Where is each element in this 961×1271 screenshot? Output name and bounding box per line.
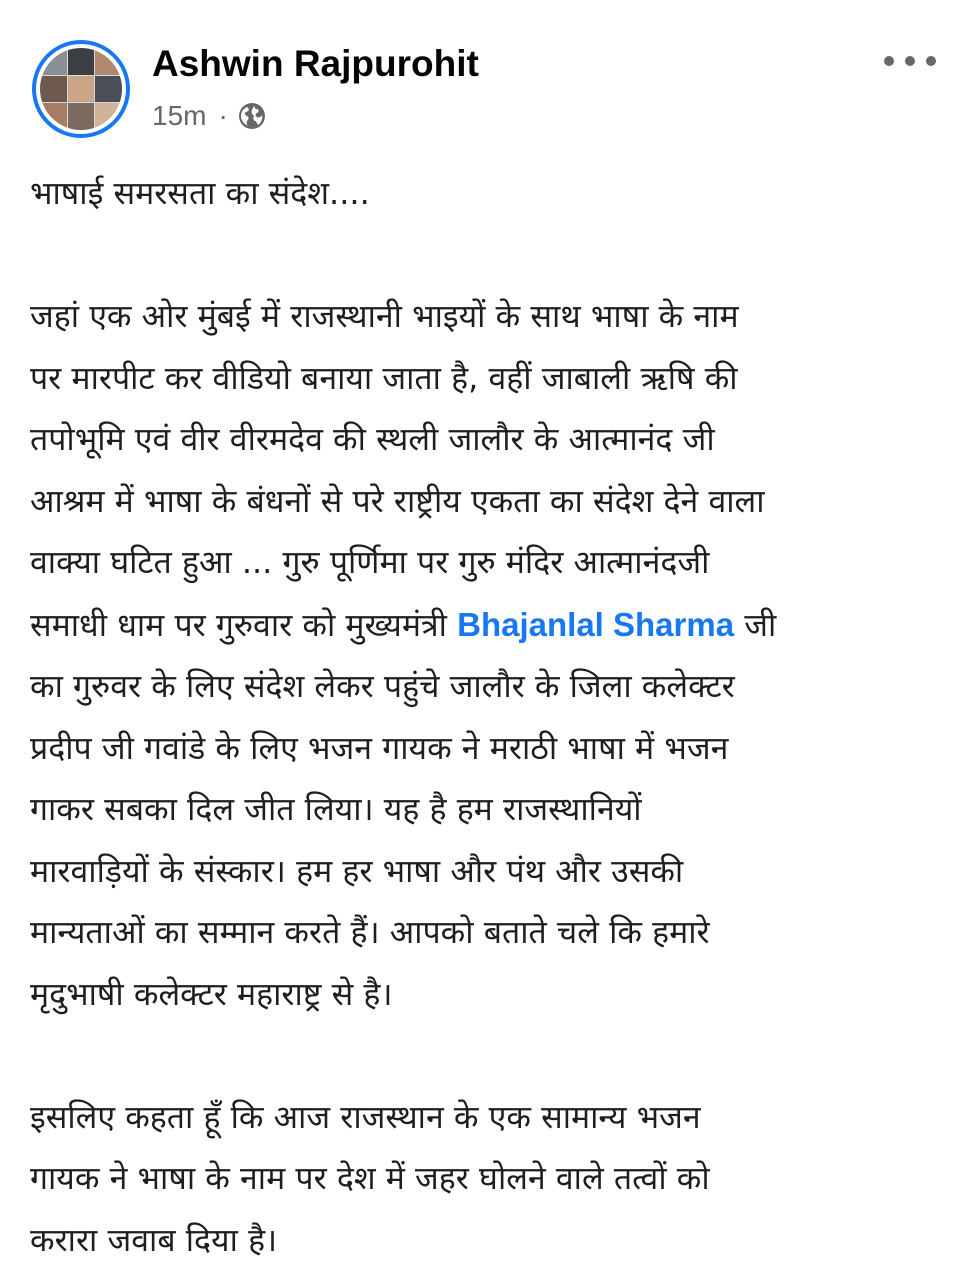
post-line: तपोभूमि एवं वीर वीरमदेव की स्थली जालौर के आत्मानंद जी	[30, 409, 950, 471]
post-line: इसलिए कहता हूँ कि आज राजस्थान के एक सामान्य भजन	[30, 1087, 950, 1149]
post-line: जहां एक ओर मुंबई में राजस्थानी भाइयों के साथ भाषा के नाम	[30, 286, 950, 348]
post-line: मान्यताओं का सम्मान करते हैं। आपको बताते चले कि हमारे	[30, 902, 950, 964]
post-timestamp[interactable]: 15m	[152, 100, 206, 132]
mention-link[interactable]: Bhajanlal Sharma	[457, 606, 734, 643]
post-line-segment: समाधी धाम पर गुरुवार को मुख्यमंत्री	[30, 606, 457, 644]
post-line: आश्रम में भाषा के बंधनों से परे राष्ट्रीय एकता का संदेश देने वाला	[30, 471, 950, 533]
post-line-segment: जी	[734, 606, 776, 644]
post-line: गाकर सबका दिल जीत लिया। यह है हम राजस्थानियों	[30, 779, 950, 841]
post-line: मारवाड़ियों के संस्कार। हम हर भाषा और पंथ और उसकी	[30, 841, 950, 903]
post-line: भाषाई समरसता का संदेश....	[30, 163, 950, 225]
post-line: वाक्या घटित हुआ ... गुरु पूर्णिमा पर गुरु मंदिर आत्मानंदजी	[30, 532, 950, 594]
globe-icon[interactable]	[238, 102, 266, 130]
more-options-icon[interactable]	[884, 50, 936, 72]
paragraph-spacer	[30, 225, 950, 287]
paragraph-spacer	[30, 1025, 950, 1087]
post-body	[30, 163, 950, 1271]
post-line: मृदुभाषी कलेक्टर महाराष्ट्र से है।	[30, 964, 950, 1026]
photo-collage-avatar-icon	[40, 48, 122, 130]
post-meta	[152, 96, 266, 136]
post-line: गायक ने भाषा के नाम पर देश में जहर घोलने वाले तत्वों को	[30, 1148, 950, 1210]
post-line: करारा जवाब दिया है।	[30, 1210, 950, 1271]
post-line: प्रदीप जी गवांडे के लिए भजन गायक ने मराठी भाषा में भजन	[30, 718, 950, 780]
meta-separator: ·	[218, 100, 227, 132]
post-line: का गुरुवर के लिए संदेश लेकर पहुंचे जालौर के जिला कलेक्टर	[30, 656, 950, 718]
author-name[interactable]: Ashwin Rajpurohit	[152, 40, 479, 88]
author-avatar[interactable]	[32, 40, 130, 138]
post-line-with-mention	[30, 594, 950, 657]
post-line: पर मारपीट कर वीडियो बनाया जाता है, वहीं जाबाली ऋषि की	[30, 348, 950, 410]
